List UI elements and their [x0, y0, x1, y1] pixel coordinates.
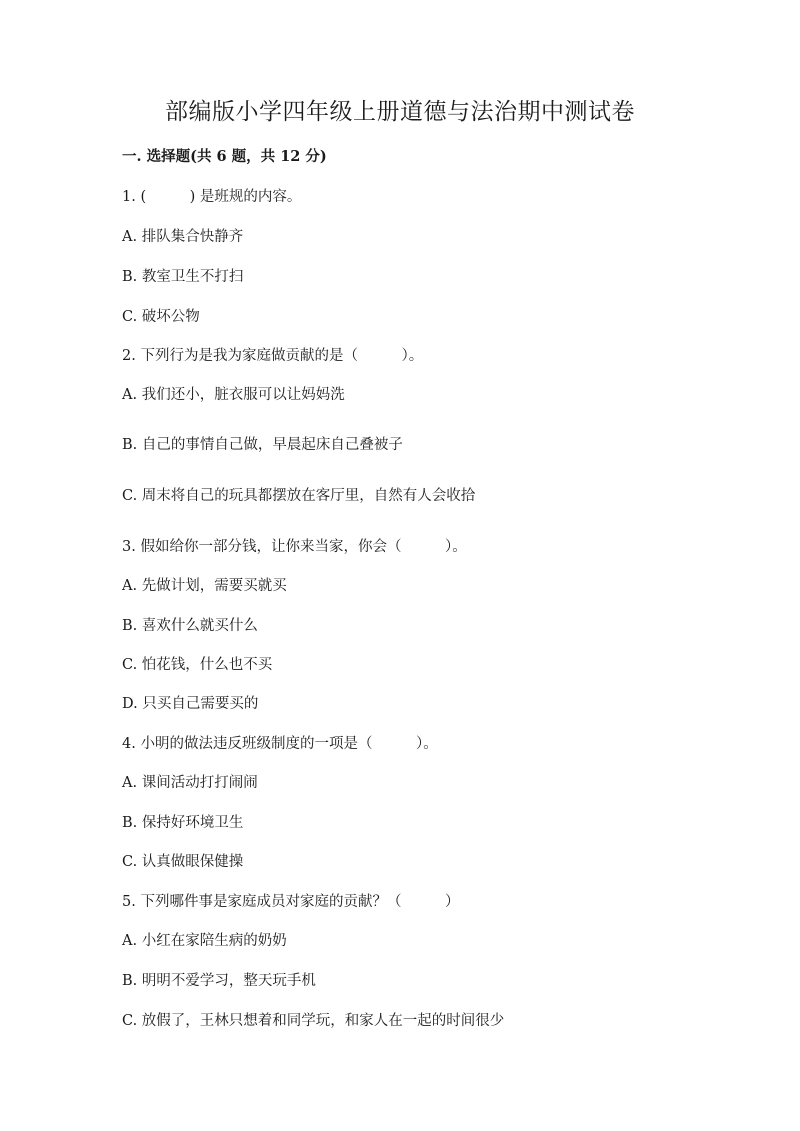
question-5-option-a: A. 小红在家陪生病的奶奶 — [122, 933, 287, 949]
question-1-option-c: C. 破坏公物 — [122, 309, 200, 325]
question-2-option-c: C. 周末将自己的玩具都摆放在客厅里，自然有人会收拾 — [122, 488, 476, 504]
question-3-option-c: C. 怕花钱，什么也不买 — [122, 657, 273, 673]
page-title: 部编版小学四年级上册道德与法治期中测试卷 — [165, 99, 635, 125]
question-2-option-b: B. 自己的事情自己做，早晨起床自己叠被子 — [122, 437, 403, 453]
question-stem-2: 2. 下列行为是我为家庭做贡献的是（ ）。 — [122, 348, 424, 364]
question-3-option-d: D. 只买自己需要买的 — [122, 696, 259, 712]
question-2-option-a: A. 我们还小，脏衣服可以让妈妈洗 — [122, 387, 345, 403]
question-3-option-a: A. 先做计划，需要买就买 — [122, 578, 287, 594]
question-stem-1: 1. ( ) 是班规的内容。 — [122, 189, 302, 205]
question-stem-5: 5. 下列哪件事是家庭成员对家庭的贡献？（ ） — [122, 894, 460, 910]
question-3-option-b: B. 喜欢什么就买什么 — [122, 618, 258, 634]
question-1-option-a: A. 排队集合快静齐 — [122, 229, 244, 245]
question-stem-3: 3. 假如给你一部分钱，让你来当家，你会（ ）。 — [122, 539, 467, 555]
question-4-option-c: C. 认真做眼保健操 — [122, 854, 244, 870]
question-4-option-b: B. 保持好环境卫生 — [122, 815, 244, 831]
question-1-option-b: B. 教室卫生不打扫 — [122, 269, 244, 285]
question-4-option-a: A. 课间活动打打闹闹 — [122, 775, 258, 791]
section-heading: 一. 选择题(共 6 题，共 12 分) — [122, 148, 327, 165]
question-5-option-c: C. 放假了，王林只想着和同学玩，和家人在一起的时间很少 — [122, 1013, 505, 1029]
question-stem-4: 4. 小明的做法违反班级制度的一项是（ ）。 — [122, 736, 438, 752]
question-5-option-b: B. 明明不爱学习，整天玩手机 — [122, 973, 316, 989]
